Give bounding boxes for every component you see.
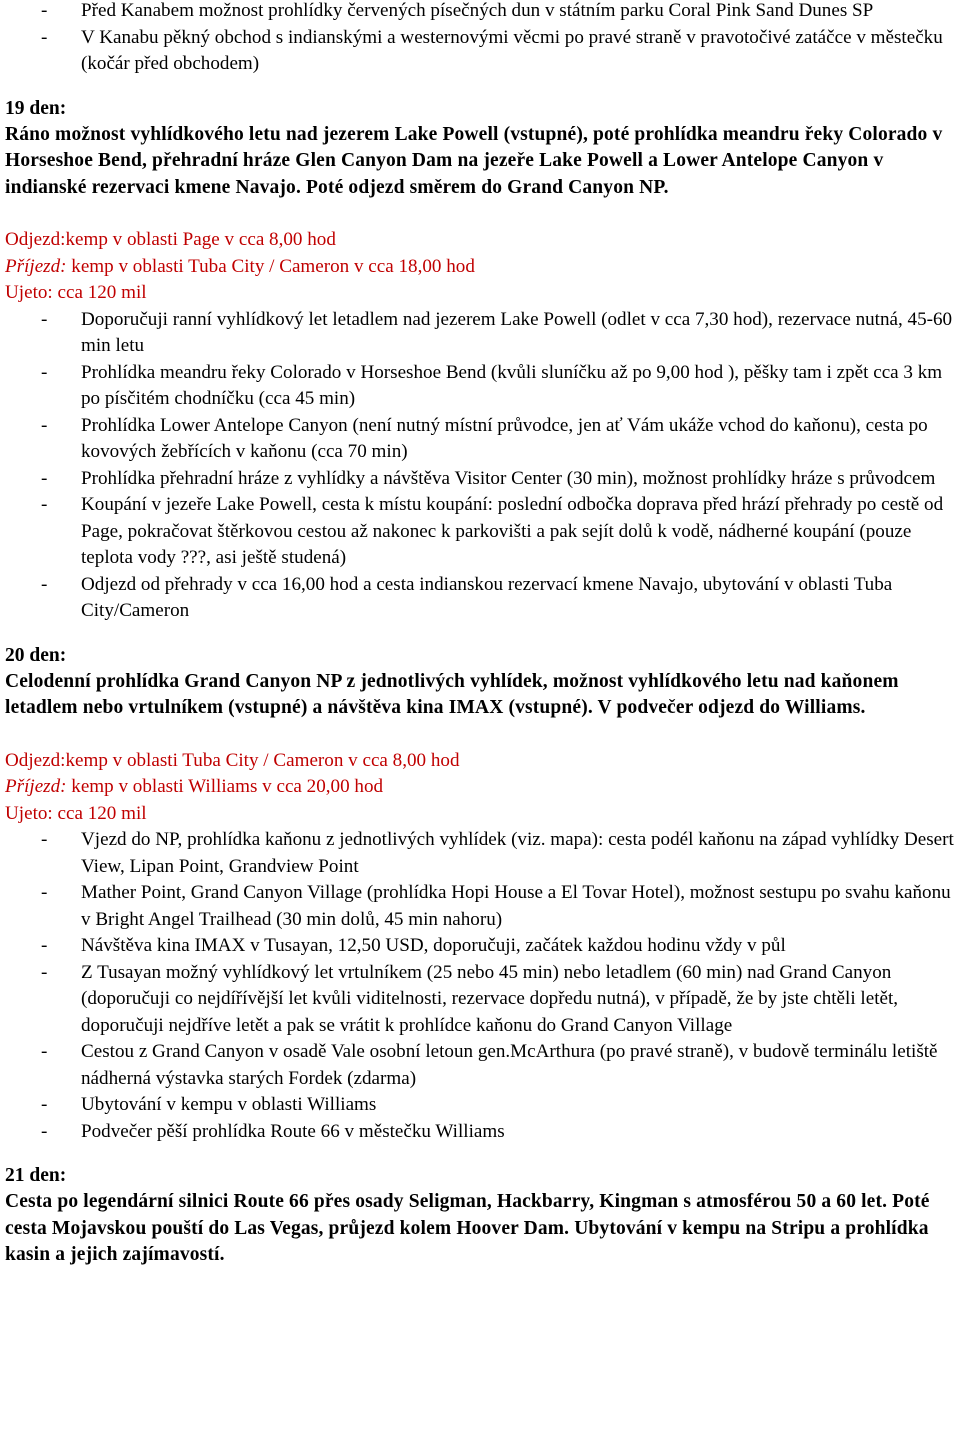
list-item: - V Kanabu pěkný obchod s indianskými a westernovými věcmi po pravé straně v pravotočivé zatáčce v městečku (kočár před obchodem) xyxy=(5,25,956,78)
list-item: - Návštěva kina IMAX v Tusayan, 12,50 USD, doporučuji, začátek každou hodinu vždy v půl xyxy=(5,933,956,960)
list-item: - Koupání v jezeře Lake Powell, cesta k místu koupání: poslední odbočka doprava před hrází přehrady po cestě od Page, pokračovat štěrkovou cestou až nakonec k parkovišti a pak sejít dolů k vodě, nádherné koupání (pouze teplota vody ???, asi ještě studená) xyxy=(5,492,956,572)
departure-line xyxy=(5,748,956,775)
list-item: - Odjezd od přehrady v cca 16,00 hod a cesta indianskou rezervací kmene Navajo, ubytování v oblasti Tuba City/Cameron xyxy=(5,572,956,625)
day-20-bullet-list xyxy=(5,827,956,1145)
day-19-bullet-list xyxy=(5,307,956,625)
list-item: - Mather Point, Grand Canyon Village (prohlídka Hopi House a El Tovar Hotel), možnost sestupu po svahu kaňonu v Bright Angel Trailhead (30 min dolů, 45 min nahoru) xyxy=(5,880,956,933)
distance-line: Ujeto: cca 120 mil xyxy=(5,802,147,824)
list-item: - Prohlídka Lower Antelope Canyon (není nutný místní průvodce, jen ať Vám ukáže vchod do kaňonu), cesta po kovových žebřících v kaňonu (cca 70 min) xyxy=(5,413,956,466)
list-item: - Prohlídka přehradní hráze z vyhlídky a návštěva Visitor Center (30 min), možnost prohlídky hráze s průvodcem xyxy=(5,466,956,493)
day-21-section xyxy=(5,1163,956,1269)
arrival-value: kemp v oblasti Tuba City / Cameron v cca 18,00 hod xyxy=(66,255,475,277)
day-heading: 19 den: xyxy=(5,97,67,119)
top-bullet-list xyxy=(5,0,956,78)
arrival-line xyxy=(5,254,956,281)
distance-line: Ujeto: cca 120 mil xyxy=(5,282,147,303)
day-heading: 20 den: xyxy=(5,644,67,666)
list-item: - Doporučuji ranní vyhlídkový let letadlem nad jezerem Lake Powell (odlet v cca 7,30 hod), rezervace nutná, 45-60 min letu xyxy=(5,307,956,360)
departure-line xyxy=(5,227,956,254)
list-item: - Před Kanabem možnost prohlídky červených písečných dun v státním parku Coral Pink Sand Dunes SP xyxy=(5,0,956,25)
day-20-section xyxy=(5,643,956,1146)
departure-value: kemp v oblasti Page v cca 8,00 hod xyxy=(65,229,336,250)
departure-value: kemp v oblasti Tuba City / Cameron v cca 8,00 hod xyxy=(65,749,460,771)
departure-label: Odjezd: xyxy=(5,229,66,250)
day-heading: 21 den: xyxy=(5,1165,67,1186)
list-item: - Vjezd do NP, prohlídka kaňonu z jednotlivých vyhlídek (viz. mapa): cesta podél kaňonu na západ vyhlídky Desert View, Lipan Point, Grandview Point xyxy=(5,827,956,880)
day-summary: Cesta po legendární silnici Route 66 přes osady Seligman, Hackbarry, Kingman s atmosférou 50 a 60 let. Poté cesta Mojavskou pouští do Las Vegas, průjezd kolem Hoover Dam. Ubytování v kempu na Stripu a prohlídka kasin a jejich zajímavostí. xyxy=(5,1191,930,1265)
list-item: - Cestou z Grand Canyon v osadě Vale osobní letoun gen.McArthura (po pravé straně), v budově terminálu letiště nádherná výstavka starých Fordek (zdarma) xyxy=(5,1039,956,1092)
list-item: - Z Tusayan možný vyhlídkový let vrtulníkem (25 nebo 45 min) nebo letadlem (60 min) nad Grand Canyon (doporučuji co nejdířívější let kvůli viditelnosti, rezervace dopředu nutná), v případě, že by jste chtěli letět, doporučuji nejdříve letět a pak se vrátit k prohlídce kaňonu do Grand Canyon Village xyxy=(5,960,956,1040)
departure-label: Odjezd: xyxy=(5,749,66,771)
day-summary: Ráno možnost vyhlídkového letu nad jezerem Lake Powell (vstupné), poté prohlídka meandru řeky Colorado v Horseshoe Bend, přehradní hráze Glen Canyon Dam na jezeře Lake Powell a Lower Antelope Canyon v indianské rezervaci kmene Navajo. Poté odjezd směrem do Grand Canyon NP. xyxy=(5,123,943,198)
arrival-label: Příjezd: xyxy=(5,255,67,277)
day-19-section xyxy=(5,96,956,625)
list-item: - Podvečer pěší prohlídka Route 66 v městečku Williams xyxy=(5,1119,956,1146)
arrival-label: Příjezd: xyxy=(5,776,67,797)
list-item: - Ubytování v kempu v oblasti Williams xyxy=(5,1092,956,1119)
day-summary: Celodenní prohlídka Grand Canyon NP z jednotlivých vyhlídek, možnost vyhlídkového letu nad kaňonem letadlem nebo vrtulníkem (vstupné) a návštěva kina IMAX (vstupné). V podvečer odjezd do Williams. xyxy=(5,670,899,718)
arrival-line xyxy=(5,774,956,801)
list-item: - Prohlídka meandru řeky Colorado v Horseshoe Bend (kvůli sluníčku až po 9,00 hod ), pěšky tam i zpět cca 3 km po písčitém chodníčku (cca 45 min) xyxy=(5,360,956,413)
arrival-value: kemp v oblasti Williams v cca 20,00 hod xyxy=(66,776,384,797)
